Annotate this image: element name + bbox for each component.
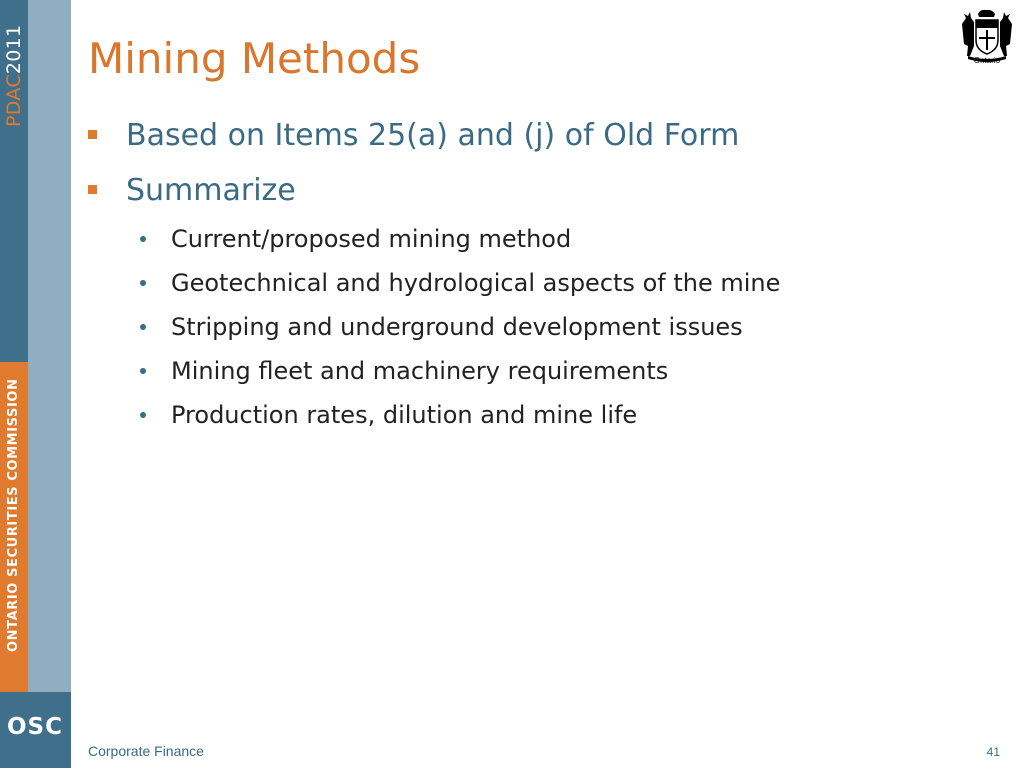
dot-bullet-icon bbox=[140, 324, 146, 330]
sidebar-band-light bbox=[28, 0, 71, 768]
square-bullet-icon bbox=[88, 130, 97, 139]
event-prefix: PDAC bbox=[3, 74, 25, 127]
slide-title: Mining Methods bbox=[88, 34, 421, 83]
sub-bullet-text: Current/proposed mining method bbox=[171, 225, 572, 253]
bullet-text: Based on Items 25(a) and (j) of Old Form bbox=[126, 118, 740, 153]
dot-bullet-icon bbox=[140, 368, 146, 374]
page-number: 41 bbox=[986, 745, 1000, 759]
footer-section-label: Corporate Finance bbox=[88, 743, 204, 759]
sub-bullet-text: Geotechnical and hydrological aspects of the mine bbox=[171, 269, 781, 297]
event-label bbox=[3, 25, 25, 127]
dot-bullet-icon bbox=[140, 412, 146, 418]
sub-bullet-text: Stripping and underground development issues bbox=[171, 313, 743, 341]
sub-bullet-text: Production rates, dilution and mine life bbox=[171, 401, 638, 429]
square-bullet-icon bbox=[88, 185, 97, 194]
crest-label: Ontario bbox=[973, 56, 1001, 65]
bullet-text: Summarize bbox=[126, 173, 296, 208]
osc-logo: OSC bbox=[7, 714, 63, 740]
dot-bullet-icon bbox=[140, 280, 146, 286]
sub-bullet-text: Mining fleet and machinery requirements bbox=[171, 357, 669, 385]
event-year: 2011 bbox=[3, 24, 25, 75]
organization-name-vertical: ONTARIO SECURITIES COMMISSION bbox=[6, 378, 21, 652]
dot-bullet-icon bbox=[140, 236, 146, 242]
